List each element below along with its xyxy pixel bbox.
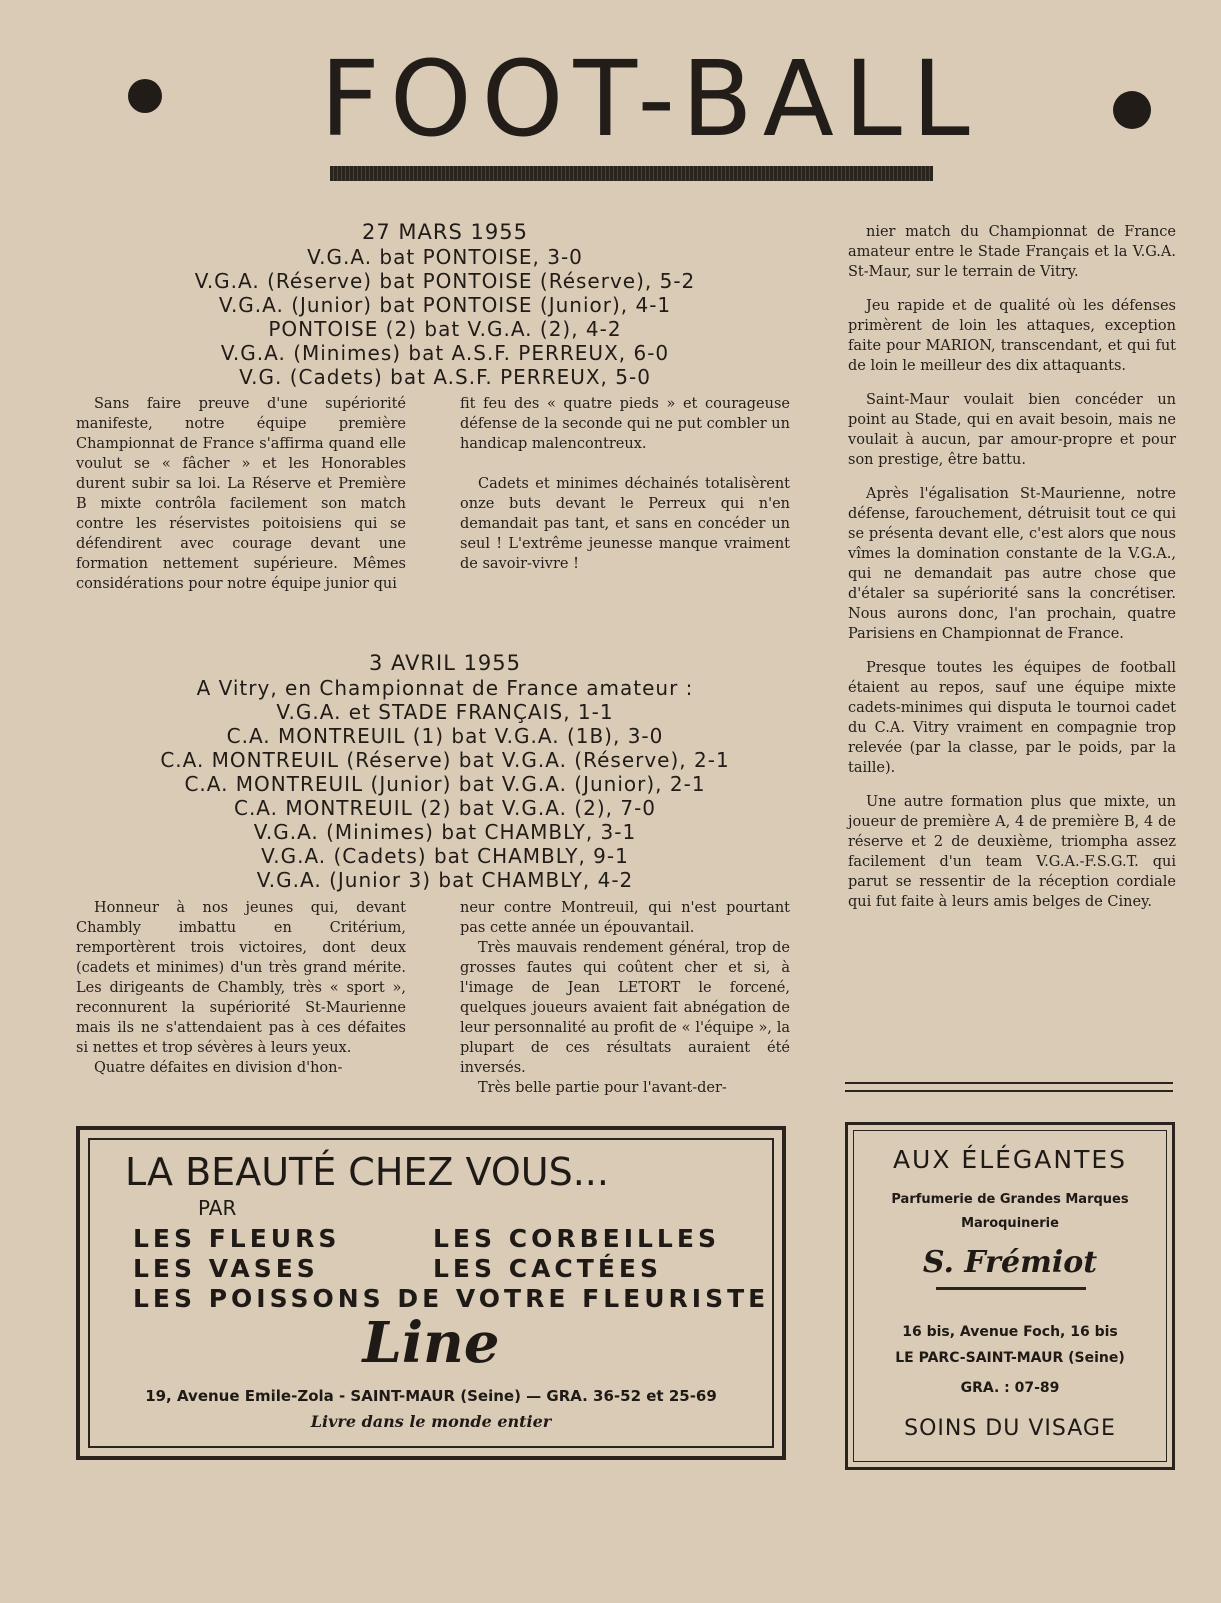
ad-item: LES VASES <box>133 1254 319 1283</box>
result-line: C.A. MONTREUIL (Réserve) bat V.G.A. (Réserve), 2-1 <box>160 748 730 772</box>
section-date: 3 AVRIL 1955 <box>368 651 522 675</box>
result-line: V.G.A. (Junior) bat PONTOISE (Junior), 4-1 <box>218 293 672 317</box>
article-col-1b <box>76 898 406 1078</box>
result-line: V.G.A. et STADE FRANÇAIS, 1-1 <box>276 700 614 724</box>
ad-phone: GRA. : 07-89 <box>960 1380 1060 1396</box>
result-line: V.G.A. (Junior 3) bat CHAMBLY, 4-2 <box>256 868 634 892</box>
paragraph: Saint-Maur voulait bien concéder un point au Stade, qui en avait besoin, mais ne voulait à aucun, par amour-propre et pour son prestige, être battu. <box>848 392 1176 468</box>
article-col-2a <box>460 394 790 574</box>
ad-owner: S. Frémiot <box>922 1245 1098 1280</box>
paragraph: Sans faire preuve d'une supériorité manifeste, notre équipe première Championnat de France s'affirma quand elle voulut se « fâcher » et les Honorables durent subir sa loi. La Réserve et Première B mixte contrôla facilement son match contre les réservistes poitoisiens qui se défendirent avec courage devant une formation nettement supérieure. Mêmes considérations pour notre équipe junior qui <box>76 396 406 592</box>
section-date: 27 MARS 1955 <box>362 220 528 244</box>
title-underline <box>330 166 933 181</box>
ad-tagline: SOINS DU VISAGE <box>904 1416 1116 1441</box>
result-line: V.G. (Cadets) bat A.S.F. PERREUX, 5-0 <box>239 365 651 389</box>
ad-shop-name: AUX ÉLÉGANTES <box>892 1145 1128 1174</box>
paragraph: Après l'égalisation St-Maurienne, notre défense, farouchement, détruisit tout ce qui se présenta devant elle, c'est alors que nous vîmes la domination constante de la V.G.A., qui ne demandait pas autre chose que d'étaler sa supériorité sans la concrétiser. Nous aurons donc, l'an prochain, quatre Parisiens en Championnat de France. <box>848 486 1176 642</box>
results-27-mars <box>60 219 830 389</box>
result-line: V.G.A. (Minimes) bat CHAMBLY, 3-1 <box>253 820 637 844</box>
ad-item: LES FLEURS <box>133 1224 341 1253</box>
result-line: C.A. MONTREUIL (1) bat V.G.A. (1B), 3-0 <box>226 724 664 748</box>
result-line: C.A. MONTREUIL (2) bat V.G.A. (2), 7-0 <box>233 796 657 820</box>
article-col-right <box>848 222 1176 912</box>
ad-item: LES CORBEILLES <box>433 1224 720 1253</box>
ad-par: PAR <box>198 1196 237 1220</box>
result-line: PONTOISE (2) bat V.G.A. (2), 4-2 <box>268 317 622 341</box>
ad-item: LES POISSONS DE VOTRE FLEURISTE <box>133 1284 770 1313</box>
left-bullet-icon <box>128 79 162 113</box>
result-line: V.G.A. (Minimes) bat A.S.F. PERREUX, 6-0 <box>220 341 670 365</box>
paragraph: Cadets et minimes déchainés totalisèrent onze buts devant le Perreux qui n'en demandait pas tant, et sans en concéder un seul ! L'extrême jeunesse manque vraiment de savoir-vivre ! <box>460 476 790 572</box>
result-line: V.G.A. (Cadets) bat CHAMBLY, 9-1 <box>261 844 629 868</box>
result-line: V.G.A. bat PONTOISE, 3-0 <box>307 245 583 269</box>
paragraph: neur contre Montreuil, qui n'est pourtant pas cette année un épouvantail. <box>460 900 790 936</box>
perfumery-advertisement <box>845 1122 1175 1470</box>
owner-underline <box>936 1287 1086 1290</box>
ad-headline: LA BEAUTÉ CHEZ VOUS... <box>125 1150 609 1194</box>
page-title: FOOT-BALL <box>320 38 980 160</box>
ad-subtitle: Maroquinerie <box>961 1216 1059 1231</box>
ad-delivery: Livre dans le monde entier <box>310 1412 552 1431</box>
ad-address: LE PARC-SAINT-MAUR (Seine) <box>895 1350 1125 1366</box>
paragraph: Très belle partie pour l'avant-der- <box>478 1080 727 1096</box>
paragraph: Presque toutes les équipes de football étaient au repos, sauf une équipe mixte cadets-minimes qui disputa le tournoi cadet du C.A. Vitry vraiment en compagnie trop relevée (par la classe, par le poids, par la taille). <box>848 660 1176 776</box>
result-line: C.A. MONTREUIL (Junior) bat V.G.A. (Junior), 2-1 <box>184 772 706 796</box>
article-col-1a <box>76 394 406 594</box>
ad-brand: Line <box>362 1310 500 1376</box>
ad-frame <box>853 1130 1167 1462</box>
paragraph: Honneur à nos jeunes qui, devant Chambly imbattu en Critérium, remportèrent trois victoires, dont deux (cadets et minimes) d'un très grand mérite. Les dirigeants de Chambly, très « sport », reconnurent la supériorité St-Maurienne mais ils ne s'attendaient pas à ces défaites si nettes et trop sévères à leurs yeux. <box>76 900 406 1056</box>
article-col-2b <box>460 898 790 1098</box>
ad-subtitle: Parfumerie de Grandes Marques <box>891 1192 1129 1207</box>
paragraph: Jeu rapide et de qualité où les défenses primèrent de loin les attaques, exception faite pour MARION, transcendant, et qui fut de loin le meilleur des dix attaquants. <box>848 298 1176 374</box>
paragraph: Très mauvais rendement général, trop de grosses fautes qui coûtent cher et si, à l'image de Jean LETORT le forcené, quelques joueurs avaient fait abnégation de leur personnalité au profit de « l'équipe », la plupart de ces résultats auraient été inversés. <box>460 940 790 1076</box>
result-line: V.G.A. (Réserve) bat PONTOISE (Réserve), 5-2 <box>194 269 696 293</box>
ad-address: 19, Avenue Emile-Zola - SAINT-MAUR (Seine) — GRA. 36-52 et 25-69 <box>145 1387 717 1405</box>
right-bullet-icon <box>1113 91 1151 129</box>
paragraph: fit feu des « quatre pieds » et courageuse défense de la seconde qui ne put combler un handicap malencontreux. <box>460 396 790 452</box>
results-3-avril <box>60 650 830 892</box>
paragraph: Une autre formation plus que mixte, un joueur de première A, 4 de première B, 4 de réserve et 2 de deuxième, triompha assez facilement d'un team V.G.A.-F.S.G.T. qui parut se ressentir de la réception cordiale qui fut faite à leurs amis belges de Ciney. <box>848 794 1176 910</box>
ad-address: 16 bis, Avenue Foch, 16 bis <box>902 1324 1118 1340</box>
florist-advertisement <box>76 1126 786 1460</box>
result-line: A Vitry, en Championnat de France amateur : <box>196 676 694 700</box>
ad-item: LES CACTÉES <box>433 1254 662 1283</box>
column-divider-rule <box>845 1082 1173 1092</box>
paragraph: Quatre défaites en division d'hon- <box>94 1060 343 1076</box>
paragraph: nier match du Championnat de France amateur entre le Stade Français et la V.G.A. St-Maur, sur le terrain de Vitry. <box>848 224 1176 280</box>
